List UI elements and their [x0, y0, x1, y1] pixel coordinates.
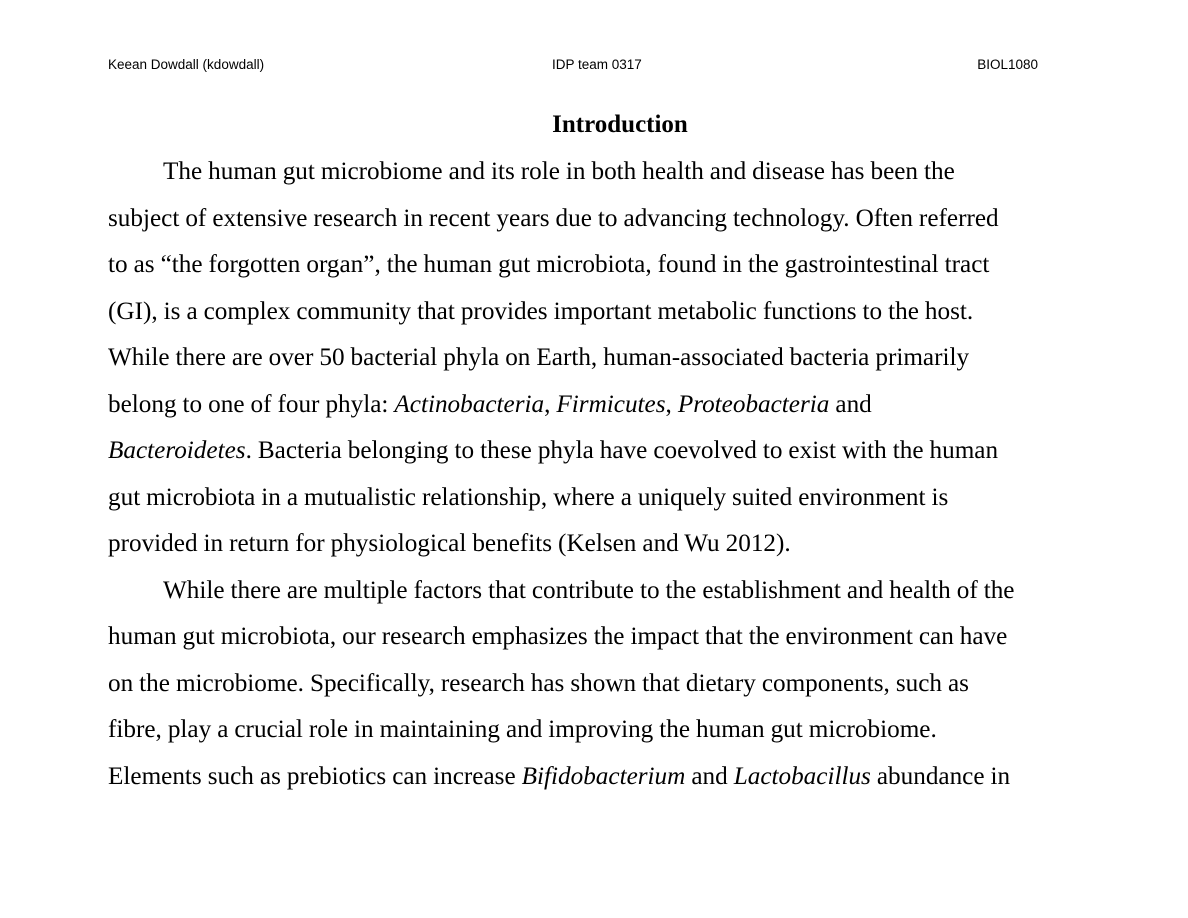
paragraph-1-line-2: subject of extensive research in recent years due to advancing technology. Often referred	[108, 204, 999, 232]
taxon-lactobacillus: Lactobacillus	[733, 762, 871, 790]
paragraph-1-line-8: gut microbiota in a mutualistic relationship, where a uniquely suited environment is	[108, 483, 949, 511]
taxon-bifidobacterium: Bifidobacterium	[521, 762, 686, 790]
paragraph-2-line-2: human gut microbiota, our research emphasizes the impact that the environment can have	[108, 623, 1008, 650]
header-course: BIOL1080	[977, 57, 1038, 72]
body-text	[108, 149, 1098, 800]
paragraph-1-line-5: While there are over 50 bacterial phyla on Earth, human-associated bacteria primarily	[108, 344, 970, 371]
text-span: . Bacteria belonging to these phyla have coevolved to exist with the human	[245, 437, 999, 464]
paragraph-1-line-4: (GI), is a complex community that provides important metabolic functions to the host.	[108, 297, 974, 325]
paragraph-1-line-6	[108, 382, 1098, 429]
taxon-firmicutes: Firmicutes	[556, 390, 666, 418]
page-header	[108, 56, 1038, 74]
text-span: belong to one of four phyla:	[108, 390, 395, 418]
paragraph-1-line-3: to as “the forgotten organ”, the human gut microbiota, found in the gastrointestinal tract	[108, 251, 990, 278]
paragraph-2-line-4: fibre, play a crucial role in maintaining and improving the human gut microbiome.	[108, 716, 937, 743]
text-span: Elements such as prebiotics can increase	[108, 762, 522, 790]
text-span: abundance in	[870, 762, 1011, 790]
paragraph-2-line-5	[108, 754, 1098, 801]
text-span: ,	[544, 390, 557, 418]
header-team: IDP team 0317	[552, 57, 642, 72]
taxon-proteobacteria: Proteobacteria	[677, 390, 830, 418]
paragraph-1-line-9: provided in return for physiological benefits (Kelsen and Wu 2012).	[108, 530, 791, 557]
section-title: Introduction	[552, 111, 688, 138]
text-span: and	[829, 390, 872, 418]
paragraph-2-line-1: While there are multiple factors that contribute to the establishment and health of the	[163, 576, 1015, 604]
paragraph-2-line-3: on the microbiome. Specifically, research has shown that dietary components, such as	[108, 669, 969, 697]
header-author: Keean Dowdall (kdowdall)	[108, 57, 265, 72]
taxon-actinobacteria: Actinobacteria	[394, 390, 545, 418]
paragraph-1-line-1: The human gut microbiome and its role in both health and disease has been the	[163, 158, 955, 185]
paragraph-1-line-7	[108, 428, 1098, 475]
text-span: ,	[665, 390, 678, 418]
text-span: and	[685, 762, 734, 790]
taxon-bacteroidetes: Bacteroidetes	[108, 437, 246, 464]
